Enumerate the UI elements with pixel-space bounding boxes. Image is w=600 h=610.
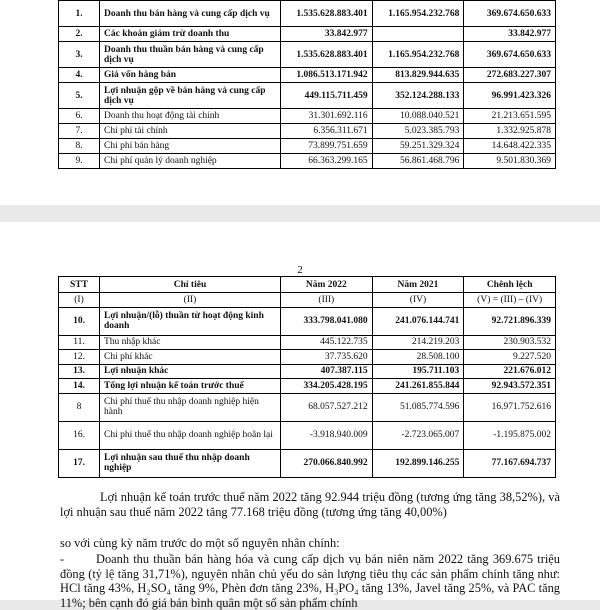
row-year-2022: 73.899.751.659 (281, 139, 373, 154)
row-difference: 221.676.012 (464, 364, 556, 379)
row-year-2021: 28.508.100 (372, 350, 464, 365)
row-year-2022: 449.115.711.459 (281, 83, 373, 109)
table-row (59, 83, 556, 109)
row-stt: 10. (59, 307, 100, 335)
row-indicator: Lợi nhuận sau thuế thu nhập doanh nghiệp (100, 449, 281, 477)
row-year-2021: 214.219.203 (372, 335, 464, 350)
header-year-2022: Năm 2022 (281, 277, 373, 293)
row-stt: 17. (59, 449, 100, 477)
row-indicator: Chi phí khác (100, 350, 281, 365)
row-indicator: Chi phí tài chính (100, 124, 281, 139)
row-year-2022: 6.356.311.671 (281, 124, 373, 139)
subheader-year-2021: (IV) (372, 293, 464, 308)
row-difference: 77.167.694.737 (464, 449, 556, 477)
row-year-2022: 33.842.977 (281, 27, 373, 42)
row-year-2022: 333.798.041.080 (281, 307, 373, 335)
row-indicator: Tổng lợi nhuận kế toán trước thuế (100, 379, 281, 394)
row-stt: 8. (59, 139, 100, 154)
row-year-2022: 270.066.840.992 (281, 449, 373, 477)
row-difference: 33.842.977 (464, 27, 556, 42)
row-indicator: Doanh thu bán hàng và cung cấp dịch vụ (100, 1, 281, 27)
table-row (59, 27, 556, 42)
header-difference: Chênh lệch (464, 277, 556, 293)
row-stt: 4. (59, 68, 100, 83)
page-1-bottom (0, 0, 600, 205)
table-row (59, 335, 556, 350)
row-year-2022: 1.086.513.171.942 (281, 68, 373, 83)
row-year-2021: 195.711.103 (372, 364, 464, 379)
row-stt: 12. (59, 350, 100, 365)
row-difference: 9.501.830.369 (464, 154, 556, 169)
row-stt: 6. (59, 109, 100, 124)
table-row (59, 109, 556, 124)
header-stt: STT (59, 277, 100, 293)
row-indicator: Chi phí thuế thu nhập doanh nghiệp hiện hành (100, 393, 281, 421)
row-year-2022: 1.535.628.883.401 (281, 1, 373, 27)
table-row (59, 364, 556, 379)
paragraph-reasons-intro: so với cùng kỳ năm trước do một số nguyên nhân chính: (60, 536, 340, 550)
row-difference: 230.903.532 (464, 335, 556, 350)
subheader-stt: (I) (59, 293, 100, 308)
row-year-2021: 192.899.146.255 (372, 449, 464, 477)
row-year-2021: 10.088.040.521 (372, 109, 464, 124)
revenue-reason-text: Doanh thu thuần bán hàng hóa và cung cấp dịch vụ bán niên năm 2022 tăng 369.675 triệu đồng (tỷ lệ tăng 31,71%), nguyên nhân chủ yếu do sản lượng tiêu thụ các sản phẩm chính tăng như: HCl tăng 43%, H₂SO₄ tăng 9%, Phèn đơn tăng 23%, H₃PO₄ tăng 13%, Javel tăng 25%, và PAC tăng 11%; bên cạnh đó giá bán bình quân một số sản phẩm chính (60, 552, 560, 610)
row-indicator: Lợi nhuận gộp về bán hàng và cung cấp dịch vụ (100, 83, 281, 109)
row-difference: 92.721.896.339 (464, 307, 556, 335)
table-row (59, 68, 556, 83)
paragraph-profit-summary: Lợi nhuận kế toán trước thuế năm 2022 tăng 92.944 triệu đồng (tương ứng tăng 38,52%), và lợi nhuận sau thuế năm 2022 tăng 77.168 triệu đồng (tương ứng tăng 40,00%) (60, 490, 560, 519)
header-year-2021: Năm 2021 (372, 277, 464, 293)
row-indicator: Doanh thu hoạt động tài chính (100, 109, 281, 124)
row-year-2022: 334.205.428.195 (281, 379, 373, 394)
row-stt: 1. (59, 1, 100, 27)
table-row (59, 139, 556, 154)
table-row (59, 393, 556, 421)
table-row (59, 449, 556, 477)
row-stt: 16. (59, 421, 100, 449)
row-difference: 369.674.650.633 (464, 1, 556, 27)
row-difference: 272.683.227.307 (464, 68, 556, 83)
row-difference: 1.332.925.878 (464, 124, 556, 139)
row-year-2021: 5.023.385.793 (372, 124, 464, 139)
row-stt: 9. (59, 154, 100, 169)
row-year-2022: 37.735.620 (281, 350, 373, 365)
row-year-2022: 31.301.692.116 (281, 109, 373, 124)
row-year-2022: 66.363.299.165 (281, 154, 373, 169)
subheader-indicator: (II) (100, 293, 281, 308)
table-row (59, 42, 556, 68)
row-indicator: Chi phí bán hàng (100, 139, 281, 154)
row-year-2021: 59.251.329.324 (372, 139, 464, 154)
row-stt: 5. (59, 83, 100, 109)
row-stt: 3. (59, 42, 100, 68)
row-stt: 8 (59, 393, 100, 421)
row-indicator: Doanh thu thuần bán hàng và cung cấp dịch vụ (100, 42, 281, 68)
table-row (59, 1, 556, 27)
table-subheader-row (59, 293, 556, 308)
financial-table-part-2 (58, 276, 556, 478)
subheader-year-2022: (III) (281, 293, 373, 308)
row-difference: 16.971.752.616 (464, 393, 556, 421)
table-row (59, 154, 556, 169)
table-row (59, 421, 556, 449)
row-indicator: Các khoản giảm trừ doanh thu (100, 27, 281, 42)
row-difference: 14.648.422.335 (464, 139, 556, 154)
row-stt: 2. (59, 27, 100, 42)
row-year-2021: 51.085.774.596 (372, 393, 464, 421)
financial-table-part-1 (58, 0, 556, 169)
table-header-row (59, 277, 556, 293)
row-year-2022: -3.918.940.009 (281, 421, 373, 449)
row-year-2022: 407.387.115 (281, 364, 373, 379)
row-indicator: Lợi nhuận khác (100, 364, 281, 379)
row-year-2021: 352.124.288.133 (372, 83, 464, 109)
row-indicator: Thu nhập khác (100, 335, 281, 350)
row-difference: 21.213.651.595 (464, 109, 556, 124)
page-number: 2 (297, 264, 303, 276)
table-row (59, 379, 556, 394)
bullet-dash: - (60, 552, 65, 566)
row-difference: 92.943.572.351 (464, 379, 556, 394)
table-row (59, 350, 556, 365)
subheader-difference: (V) = (III) – (IV) (464, 293, 556, 308)
row-stt: 11. (59, 335, 100, 350)
row-difference: 369.674.650.633 (464, 42, 556, 68)
row-year-2021: -2.723.065.007 (372, 421, 464, 449)
table-row (59, 307, 556, 335)
row-difference: 96.991.423.326 (464, 83, 556, 109)
row-difference: 9.227.520 (464, 350, 556, 365)
row-year-2021: 241.076.144.741 (372, 307, 464, 335)
row-year-2022: 445.122.735 (281, 335, 373, 350)
row-indicator: Chi phí quản lý doanh nghiệp (100, 154, 281, 169)
table-row (59, 124, 556, 139)
row-stt: 13. (59, 364, 100, 379)
row-year-2021: 241.261.855.844 (372, 379, 464, 394)
paragraph-revenue-reason (60, 552, 560, 610)
row-year-2021 (372, 27, 464, 42)
row-year-2022: 68.057.527.212 (281, 393, 373, 421)
row-stt: 7. (59, 124, 100, 139)
row-year-2021: 56.861.468.796 (372, 154, 464, 169)
row-stt: 14. (59, 379, 100, 394)
row-year-2022: 1.535.628.883.401 (281, 42, 373, 68)
row-year-2021: 1.165.954.232.768 (372, 42, 464, 68)
row-year-2021: 1.165.954.232.768 (372, 1, 464, 27)
row-year-2021: 813.829.944.635 (372, 68, 464, 83)
row-indicator: Giá vốn hàng bán (100, 68, 281, 83)
header-indicator: Chỉ tiêu (100, 277, 281, 293)
row-indicator: Lợi nhuận/(lỗ) thuần từ hoạt động kinh doanh (100, 307, 281, 335)
row-difference: -1.195.875.002 (464, 421, 556, 449)
row-indicator: Chi phí thuế thu nhập doanh nghiệp hoãn lại (100, 421, 281, 449)
